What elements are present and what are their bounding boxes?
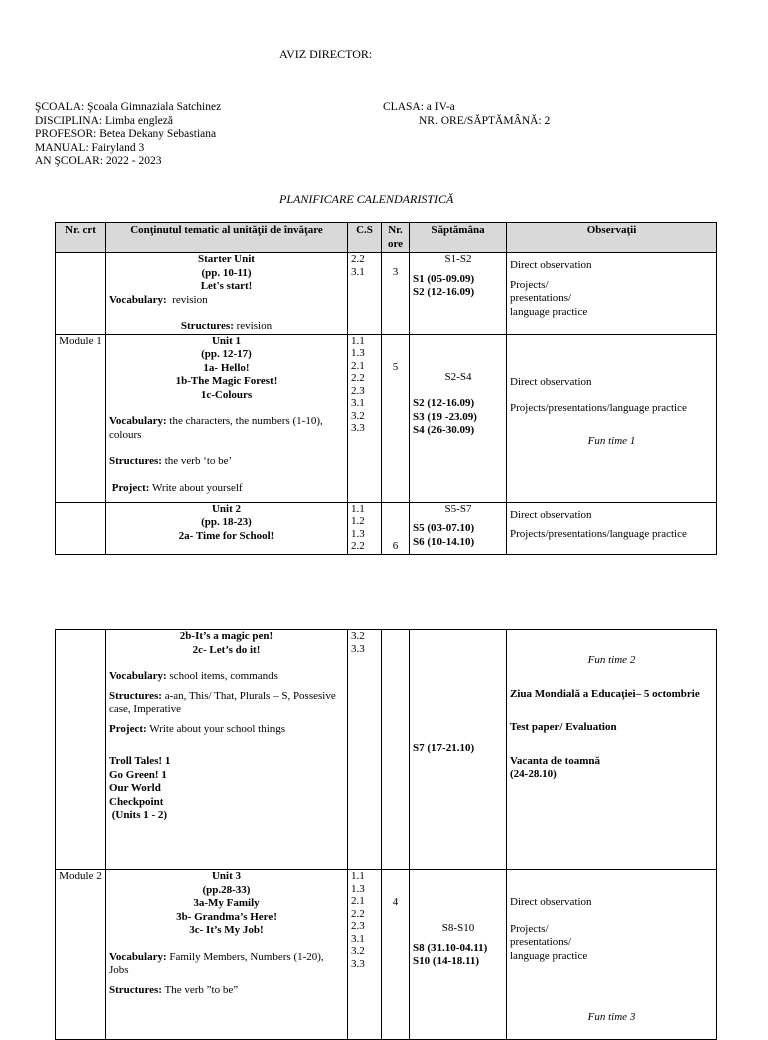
structures-label: Structures: — [109, 983, 162, 996]
vocabulary-text: revision — [172, 293, 208, 306]
hours-value: 3 — [392, 266, 399, 278]
observation-item: language practice — [510, 305, 588, 318]
cs-item: 3.1 — [351, 265, 365, 278]
observation-item: Direct observation — [510, 896, 592, 908]
header-ore: Nr. ore — [382, 223, 410, 253]
hours-cell — [382, 630, 410, 870]
cs-cell — [348, 630, 382, 870]
structures-text: revision — [236, 320, 273, 332]
week-item: S6 (10-14.10) — [413, 535, 475, 548]
table-header-row — [56, 223, 717, 253]
cs-cell — [348, 502, 382, 554]
observation-item: Projects/presentations/language practice — [510, 528, 687, 540]
header-content: Conţinutul tematic al unităţii de învăţare — [106, 223, 348, 253]
header-nr: Nr. crt — [56, 223, 106, 253]
cs-item: 2.2 — [351, 540, 365, 552]
week-item: S2 (12-16.09) — [413, 286, 475, 298]
vocabulary-line — [109, 951, 344, 978]
vocabulary-line — [109, 415, 344, 442]
cs-item: 2.2 — [351, 253, 365, 265]
unit-title: Starter Unit — [198, 253, 255, 265]
content-cell — [106, 253, 348, 335]
header-observations: Observaţii — [507, 223, 717, 253]
observation-item: Direct observation — [510, 508, 592, 521]
week-cell — [410, 630, 507, 870]
cs-item: 3.2 — [351, 409, 365, 422]
week-range: S5-S7 — [444, 502, 472, 515]
structures-text: The verb ”to be” — [164, 983, 239, 996]
cs-item: 3.2 — [351, 945, 365, 957]
cs-item: 1.3 — [351, 527, 365, 540]
planning-table — [55, 222, 717, 555]
structures-text: a-an, This/ That, Plurals – S, Possesive case, Imperative — [109, 689, 336, 715]
lesson-title: 1c-Colours — [200, 388, 253, 401]
lesson-title: 1b-The Magic Forest! — [175, 375, 278, 387]
cs-item: 1.3 — [351, 882, 365, 895]
week-item: S10 (14-18.11) — [413, 955, 479, 967]
review-item: Go Green! 1 — [109, 768, 167, 781]
week-item: S8 (31.10-04.11) — [413, 941, 488, 954]
cs-item: 1.1 — [351, 870, 365, 882]
review-item — [109, 809, 344, 823]
week-cell — [410, 870, 507, 1040]
table-row — [56, 253, 717, 335]
review-item: Checkpoint — [109, 795, 164, 808]
week-item: S2 (12-16.09) — [413, 397, 475, 409]
project-line — [109, 723, 344, 737]
cs-item: 2.3 — [351, 384, 365, 397]
observation-item: Direct observation — [510, 375, 592, 388]
vocabulary-text: school items, commands — [169, 670, 278, 682]
cs-item: 3.3 — [351, 957, 365, 970]
row-nr — [56, 630, 106, 870]
week-cell — [410, 334, 507, 502]
row-nr — [56, 253, 106, 335]
project-label: Project: — [111, 481, 150, 494]
week-cell — [410, 502, 507, 554]
cs-item: 3.2 — [351, 630, 365, 642]
structures-label: Structures: — [109, 689, 162, 702]
hours-per-week: NR. ORE/SĂPTĂMÂNĂ: 2 — [419, 115, 551, 127]
page-title: PLANIFICARE CALENDARISTICĂ — [279, 192, 454, 206]
cs-item: 3.3 — [351, 422, 365, 434]
planning-table-continued — [55, 629, 717, 1040]
cs-item: 2.2 — [351, 907, 365, 920]
project-text: Write about your school things — [149, 722, 286, 735]
week-item: S5 (03-07.10) — [413, 522, 475, 534]
cs-item: 2.1 — [351, 895, 365, 907]
observation-item: presentations/ — [510, 936, 572, 948]
hours-cell — [382, 870, 410, 1040]
table-row — [56, 630, 717, 870]
row-nr — [56, 502, 106, 554]
week-range: S2-S4 — [444, 370, 472, 383]
hours-value: 6 — [392, 539, 399, 552]
unit-pages: (pp. 18-23) — [201, 516, 252, 528]
vocabulary-text: Family Members, Numbers (1-20), Jobs — [109, 950, 324, 976]
cs-cell — [348, 870, 382, 1040]
test-note: Test paper/ Evaluation — [510, 721, 617, 733]
school-info — [35, 101, 221, 169]
vocabulary-text: the characters, the numbers (1-10), colours — [109, 415, 323, 441]
project-text: Write about yourself — [151, 481, 243, 494]
unit-title: Unit 3 — [211, 870, 242, 882]
structures-line — [109, 320, 344, 334]
event-note: Ziua Mondială a Educaţiei– 5 octombrie — [510, 687, 700, 700]
lesson-title: 1a- Hello! — [203, 361, 250, 374]
week-item: S1 (05-09.09) — [413, 272, 475, 285]
holiday-note: Vacanta de toamnă — [510, 754, 601, 767]
header-cs: C.S — [348, 223, 382, 253]
project-line — [109, 482, 344, 496]
table-row — [56, 334, 717, 502]
week-range: S8-S10 — [441, 922, 475, 934]
review-item: Troll Tales! 1 — [109, 755, 171, 767]
hours-cell — [382, 334, 410, 502]
lesson-title: 3c- It’s My Job! — [189, 924, 264, 936]
cs-item: 1.1 — [351, 334, 365, 347]
week-item: S3 (19 -23.09) — [413, 410, 477, 423]
week-cell — [410, 253, 507, 335]
lesson-title: 2b-It’s a magic pen! — [179, 630, 274, 642]
textbook: MANUAL: Fairyland 3 — [35, 141, 145, 154]
cs-item: 2.3 — [351, 920, 365, 932]
hours-cell — [382, 502, 410, 554]
content-cell — [106, 334, 348, 502]
review-item: Our World — [109, 782, 161, 794]
lesson-title: 2a- Time for School! — [178, 529, 275, 542]
structures-label: Structures: — [180, 320, 234, 332]
structures-line — [109, 690, 344, 717]
vocabulary-label: Vocabulary: — [109, 950, 167, 963]
week-item: S4 (26-30.09) — [413, 424, 475, 436]
cs-item: 2.1 — [351, 359, 365, 372]
content-cell — [106, 630, 348, 870]
observations-cell — [507, 253, 717, 335]
cs-cell — [348, 253, 382, 335]
header-week: Săptămâna — [410, 223, 507, 253]
content-cell — [106, 870, 348, 1040]
cs-item: 2.2 — [351, 372, 365, 384]
observation-item: Direct observation — [510, 259, 592, 271]
observation-item: Projects/ — [510, 278, 549, 291]
hours-value: 5 — [392, 360, 399, 373]
review-units: (Units 1 - 2) — [111, 809, 168, 821]
holiday-dates: (24-28.10) — [510, 768, 557, 780]
observation-item: Projects/ — [510, 922, 549, 935]
observations-cell — [507, 502, 717, 554]
cs-item: 1.3 — [351, 347, 365, 359]
cs-cell — [348, 334, 382, 502]
unit-title: Unit 1 — [211, 334, 242, 347]
lesson-title: 3b- Grandma’s Here! — [176, 910, 277, 923]
fun-time-note: Fun time 3 — [587, 1011, 636, 1023]
observations-cell — [507, 630, 717, 870]
structures-label: Structures: — [109, 455, 162, 467]
lesson-title: 3a-My Family — [193, 897, 260, 909]
cs-item: 3.3 — [351, 642, 365, 655]
module-label: Module 1 — [56, 334, 106, 502]
class-label: CLASA: a IV-a — [383, 101, 455, 113]
cs-item: 3.1 — [351, 932, 365, 945]
school-name: ŞCOALA: Şcoala Gimnaziala Satchinez — [35, 101, 222, 113]
structures-line — [109, 984, 344, 998]
module-label: Module 2 — [56, 870, 106, 1040]
vocabulary-label: Vocabulary: — [109, 670, 167, 682]
hours-value: 4 — [392, 896, 399, 908]
week-item: S7 (17-21.10) — [413, 742, 475, 754]
unit-pages: (pp.28-33) — [202, 883, 251, 896]
observation-item: Projects/presentations/language practice — [510, 402, 687, 414]
structures-line — [109, 455, 344, 469]
vocabulary-label: Vocabulary: — [109, 293, 167, 306]
vocabulary-label: Vocabulary: — [109, 415, 167, 427]
project-label: Project: — [109, 722, 147, 735]
unit-pages: (pp. 12-17) — [201, 348, 252, 360]
content-cell — [106, 502, 348, 554]
school-year: AN ŞCOLAR: 2022 - 2023 — [35, 155, 162, 167]
lesson-title: Let's start! — [200, 280, 253, 292]
lesson-title: 2c- Let’s do it! — [192, 643, 261, 656]
observations-cell — [507, 334, 717, 502]
observation-item: presentations/ — [510, 292, 572, 304]
structures-text: the verb ‘to be’ — [164, 455, 233, 467]
cs-item: 3.1 — [351, 397, 365, 409]
cs-item: 1.2 — [351, 515, 365, 527]
table-row — [56, 502, 717, 554]
discipline: DISCIPLINA: Limba engleză — [35, 114, 173, 127]
fun-time-note: Fun time 1 — [587, 434, 636, 447]
week-range: S1-S2 — [444, 253, 472, 265]
table-row — [56, 870, 717, 1040]
unit-pages: (pp. 10-11) — [201, 266, 252, 279]
vocabulary-line — [109, 294, 344, 308]
fun-time-note: Fun time 2 — [587, 654, 636, 666]
hours-cell — [382, 253, 410, 335]
cs-item: 1.1 — [351, 502, 365, 515]
observation-item: language practice — [510, 949, 588, 962]
vocabulary-line — [109, 670, 344, 684]
teacher: PROFESOR: Betea Dekany Sebastiana — [35, 128, 217, 140]
unit-title: Unit 2 — [211, 502, 242, 515]
observations-cell — [507, 870, 717, 1040]
aviz-director-label: AVIZ DIRECTOR: — [279, 47, 373, 61]
